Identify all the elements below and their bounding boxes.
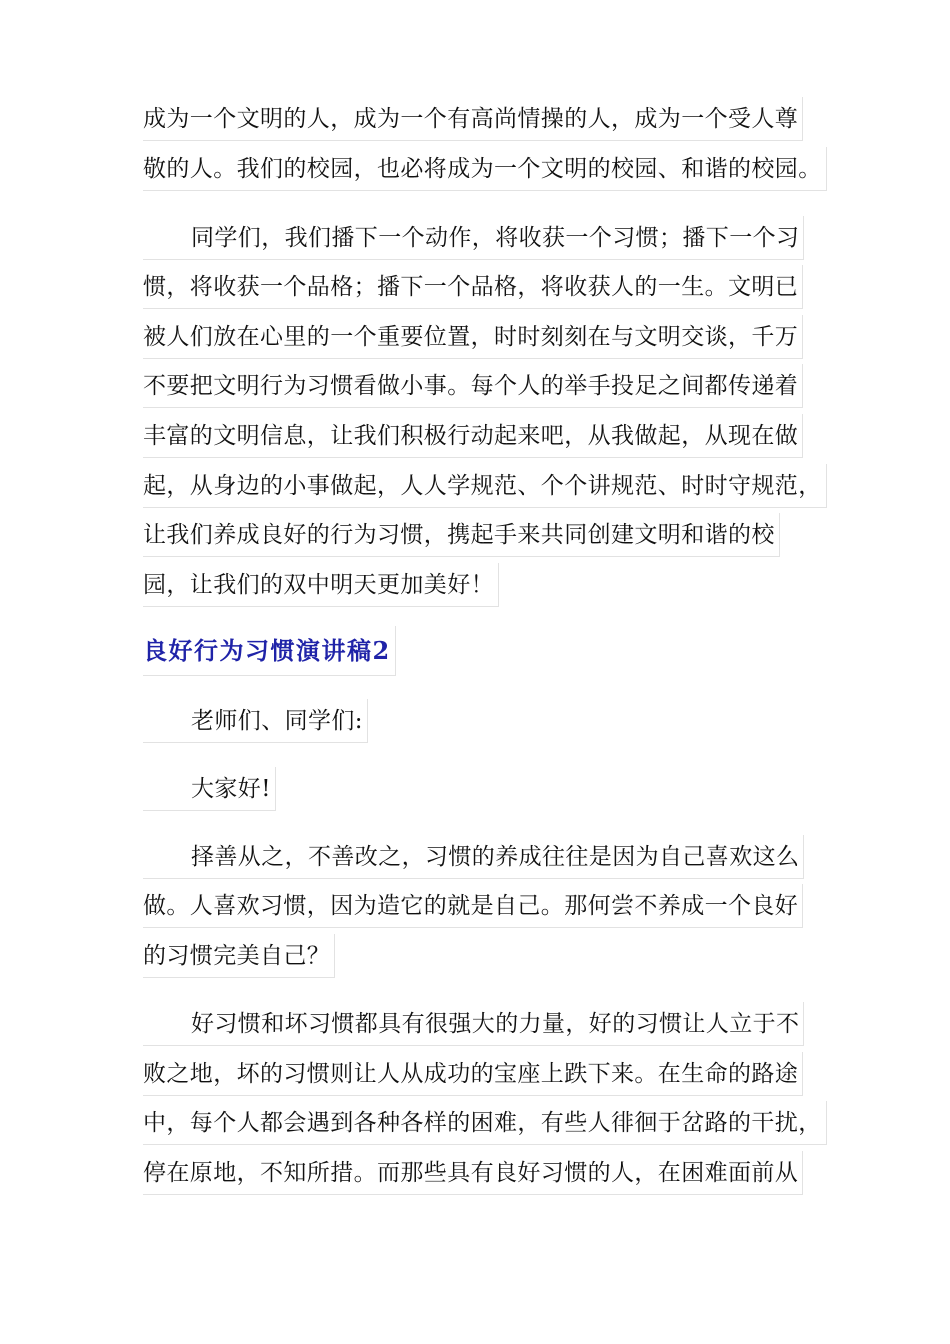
paragraph-line: 同学们，我们播下一个动作，将收获一个习惯；播下一个习	[143, 216, 804, 260]
paragraph-line: 停在原地，不知所措。而那些具有良好习惯的人，在困难面前从	[143, 1151, 803, 1195]
paragraph-line: 败之地，坏的习惯则让人从成功的宝座上跌下来。在生命的路途	[143, 1052, 803, 1096]
paragraph-line: 敬的人。我们的校园，也必将成为一个文明的校园、和谐的校园。	[143, 147, 827, 191]
paragraph-line: 园，让我们的双中明天更加美好！	[143, 563, 499, 607]
paragraph-line: 丰富的文明信息，让我们积极行动起来吧，从我做起，从现在做	[143, 414, 803, 458]
paragraph-line: 被人们放在心里的一个重要位置，时时刻刻在与文明交谈，千万	[143, 315, 803, 359]
paragraph-line: 惯，将收获一个品格；播下一个品格，将收获人的一生。文明已	[143, 265, 803, 309]
paragraph-line: 好习惯和坏习惯都具有很强大的力量，好的习惯让人立于不	[143, 1002, 804, 1046]
paragraph-line: 做。人喜欢习惯，因为造它的就是自己。那何尝不养成一个良好	[143, 884, 803, 928]
paragraph-line: 择善从之，不善改之，习惯的养成往往是因为自己喜欢这么	[143, 835, 804, 879]
paragraph-line: 不要把文明行为习惯看做小事。每个人的举手投足之间都传递着	[143, 364, 803, 408]
paragraph-line: 的习惯完美自己？	[143, 934, 335, 978]
section-heading: 良好行为习惯演讲稿2	[143, 626, 396, 676]
hello-line: 大家好!	[143, 767, 276, 811]
paragraph-line: 成为一个文明的人，成为一个有高尚情操的人，成为一个受人尊	[143, 97, 803, 141]
paragraph-line: 中，每个人都会遇到各种各样的困难，有些人徘徊于岔路的干扰，	[143, 1101, 827, 1145]
greeting-line: 老师们、同学们:	[143, 699, 368, 743]
paragraph-line: 让我们养成良好的行为习惯，携起手来共同创建文明和谐的校	[143, 513, 780, 557]
paragraph-line: 起，从身边的小事做起，人人学规范、个个讲规范、时时守规范，	[143, 464, 827, 508]
